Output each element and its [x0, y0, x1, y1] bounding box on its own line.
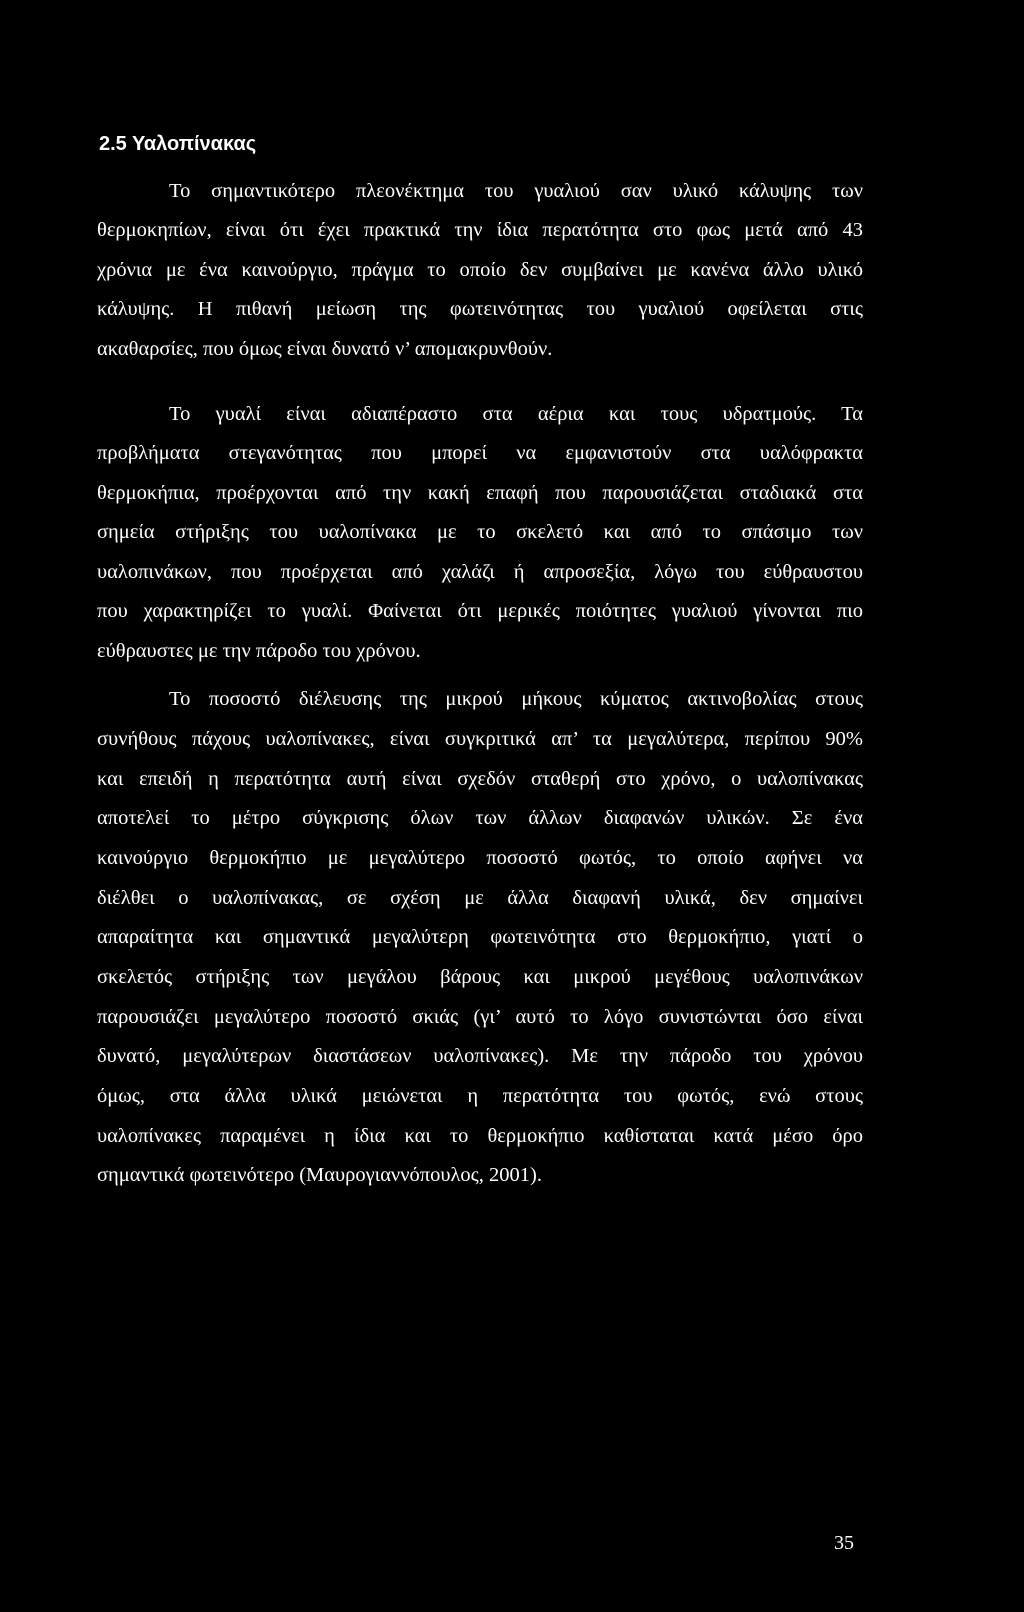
paragraph-2-line-2: προβλήματα στεγανότητας που μπορεί να εμφανιστούν στα υαλόφρακτα: [97, 442, 863, 464]
paragraph-1-line-3: χρόνια με ένα καινούργιο, πράγμα το οποίο δεν συμβαίνει με κανένα άλλο υλικό: [97, 259, 863, 281]
paragraph-1-line-4: κάλυψης. Η πιθανή μείωση της φωτεινότητας του γυαλιού οφείλεται στις: [97, 298, 863, 320]
paragraph-3-line-5: καινούργιο θερμοκήπιο με μεγαλύτερο ποσοστό φωτός, το οποίο αφήνει να: [97, 847, 863, 869]
paragraph-3-line-1: Το ποσοστό διέλευσης της μικρού μήκους κύματος ακτινοβολίας στους: [169, 688, 863, 710]
paragraph-3-line-8: σκελετός στήριξης των μεγάλου βάρους και μικρού μεγέθους υαλοπινάκων: [97, 966, 863, 988]
paragraph-3-line-13: σημαντικά φωτεινότερο (Μαυρογιαννόπουλος, 2001).: [97, 1164, 542, 1186]
paragraph-3-line-4: αποτελεί το μέτρο σύγκρισης όλων των άλλων διαφανών υλικών. Σε ένα: [97, 807, 863, 829]
paragraph-1-line-5: ακαθαρσίες, που όμως είναι δυνατό ν’ απομακρυνθούν.: [97, 338, 553, 360]
paragraph-3-line-6: διέλθει ο υαλοπίνακας, σε σχέση με άλλα διαφανή υλικά, δεν σημαίνει: [97, 887, 863, 909]
paragraph-3-line-12: υαλοπίνακες παραμένει η ίδια και το θερμοκήπιο καθίσταται κατά μέσο όρο: [97, 1125, 863, 1147]
paragraph-3-line-3: και επειδή η περατότητα αυτή είναι σχεδόν σταθερή στο χρόνο, ο υαλοπίνακας: [97, 768, 863, 790]
paragraph-2-line-1: Το γυαλί είναι αδιαπέραστο στα αέρια και τους υδρατμούς. Τα: [169, 403, 863, 425]
paragraph-2-line-5: υαλοπινάκων, που προέρχεται από χαλάζι ή απροσεξία, λόγω του εύθραυστου: [97, 561, 863, 583]
paragraph-2-line-6: που χαρακτηρίζει το γυαλί. Φαίνεται ότι μερικές ποιότητες γυαλιού γίνονται πιο: [97, 600, 863, 622]
paragraph-2-line-7: εύθραυστες με την πάροδο του χρόνου.: [97, 640, 421, 662]
paragraph-3-line-7: απαραίτητα και σημαντικά μεγαλύτερη φωτεινότητα στο θερμοκήπιο, γιατί ο: [97, 926, 863, 948]
paragraph-3-line-11: όμως, στα άλλα υλικά μειώνεται η περατότητα του φωτός, ενώ στους: [97, 1085, 863, 1107]
section-heading: 2.5 Υαλοπίνακας: [99, 133, 257, 155]
paragraph-1-line-2: θερμοκηπίων, είναι ότι έχει πρακτικά την ίδια περατότητα στο φως μετά από 43: [97, 219, 863, 241]
paragraph-1-line-1: Το σημαντικότερο πλεονέκτημα του γυαλιού σαν υλικό κάλυψης των: [169, 180, 863, 202]
page-number: 35: [834, 1532, 854, 1554]
paragraph-2-line-3: θερμοκήπια, προέρχονται από την κακή επαφή που παρουσιάζεται σταδιακά στα: [97, 482, 863, 504]
paragraph-3-line-2: συνήθους πάχους υαλοπίνακες, είναι συγκριτικά απ’ τα μεγαλύτερα, περίπου 90%: [97, 728, 863, 750]
paragraph-3-line-9: παρουσιάζει μεγαλύτερο ποσοστό σκιάς (γι’ αυτό το λόγο συνιστώνται όσο είναι: [97, 1006, 863, 1028]
paragraph-3-line-10: δυνατό, μεγαλύτερων διαστάσεων υαλοπίνακες). Με την πάροδο του χρόνου: [97, 1045, 863, 1067]
paragraph-2-line-4: σημεία στήριξης του υαλοπίνακα με το σκελετό και από το σπάσιμο των: [97, 521, 863, 543]
